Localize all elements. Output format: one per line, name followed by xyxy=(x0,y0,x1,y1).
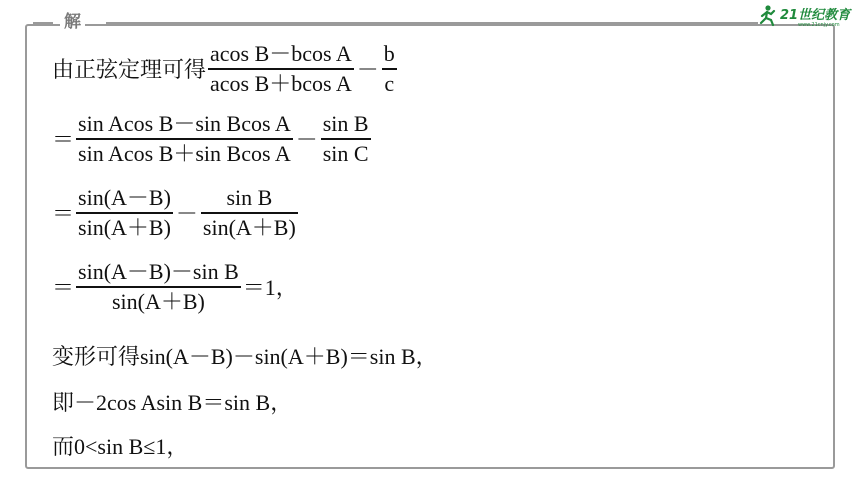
equation-line-2 xyxy=(52,110,373,168)
fraction xyxy=(76,110,293,168)
line-suffix: ＝1， xyxy=(242,275,298,301)
denominator: sin(A＋B) xyxy=(78,214,171,240)
line-prefix: ＝ xyxy=(52,201,75,227)
equation-line-4 xyxy=(52,258,298,316)
operator: － xyxy=(356,57,379,83)
text-line-2: 即－2cos Asin B＝sin B， xyxy=(52,390,293,415)
solution-heading: 解 xyxy=(60,8,85,36)
denominator: c xyxy=(384,70,395,96)
line-prefix: ＝ xyxy=(52,127,75,153)
fraction xyxy=(208,40,354,98)
runner-icon xyxy=(761,5,774,25)
fraction xyxy=(201,184,298,242)
logo-brand-text: 21世纪教育 xyxy=(780,8,851,23)
numerator: b xyxy=(383,41,395,66)
denominator: sin C xyxy=(322,140,369,166)
fraction xyxy=(76,258,241,316)
equation-line-1 xyxy=(52,40,399,98)
operator: － xyxy=(295,127,318,153)
denominator: sin(A＋B) xyxy=(111,288,205,314)
numerator: sin Acos B－sin Bcos A xyxy=(78,111,291,136)
logo-sub-text: www.21cnjy.com xyxy=(798,22,840,28)
line-prefix: ＝ xyxy=(52,275,75,301)
denominator: sin Acos B＋sin Bcos A xyxy=(78,140,291,166)
line-prefix: 由正弦定理可得 xyxy=(52,57,207,83)
numerator: sin(A－B)－sin B xyxy=(78,259,239,284)
denominator: sin(A＋B) xyxy=(202,214,296,240)
numerator: sin B xyxy=(322,111,369,136)
brand-logo xyxy=(758,4,858,28)
operator: － xyxy=(175,201,198,227)
numerator: sin(A－B) xyxy=(78,185,171,210)
denominator: acos B＋bcos A xyxy=(210,70,352,96)
equation-line-3 xyxy=(52,184,300,242)
text-line-1: 变形可得sin(A－B)－sin(A＋B)＝sin B， xyxy=(52,344,438,369)
fraction xyxy=(321,110,371,168)
fraction xyxy=(76,184,173,242)
fraction xyxy=(382,40,397,98)
text-line-3: 而0<sin B≤1， xyxy=(52,434,189,459)
numerator: acos B－bcos A xyxy=(210,41,352,66)
numerator: sin B xyxy=(226,185,273,210)
